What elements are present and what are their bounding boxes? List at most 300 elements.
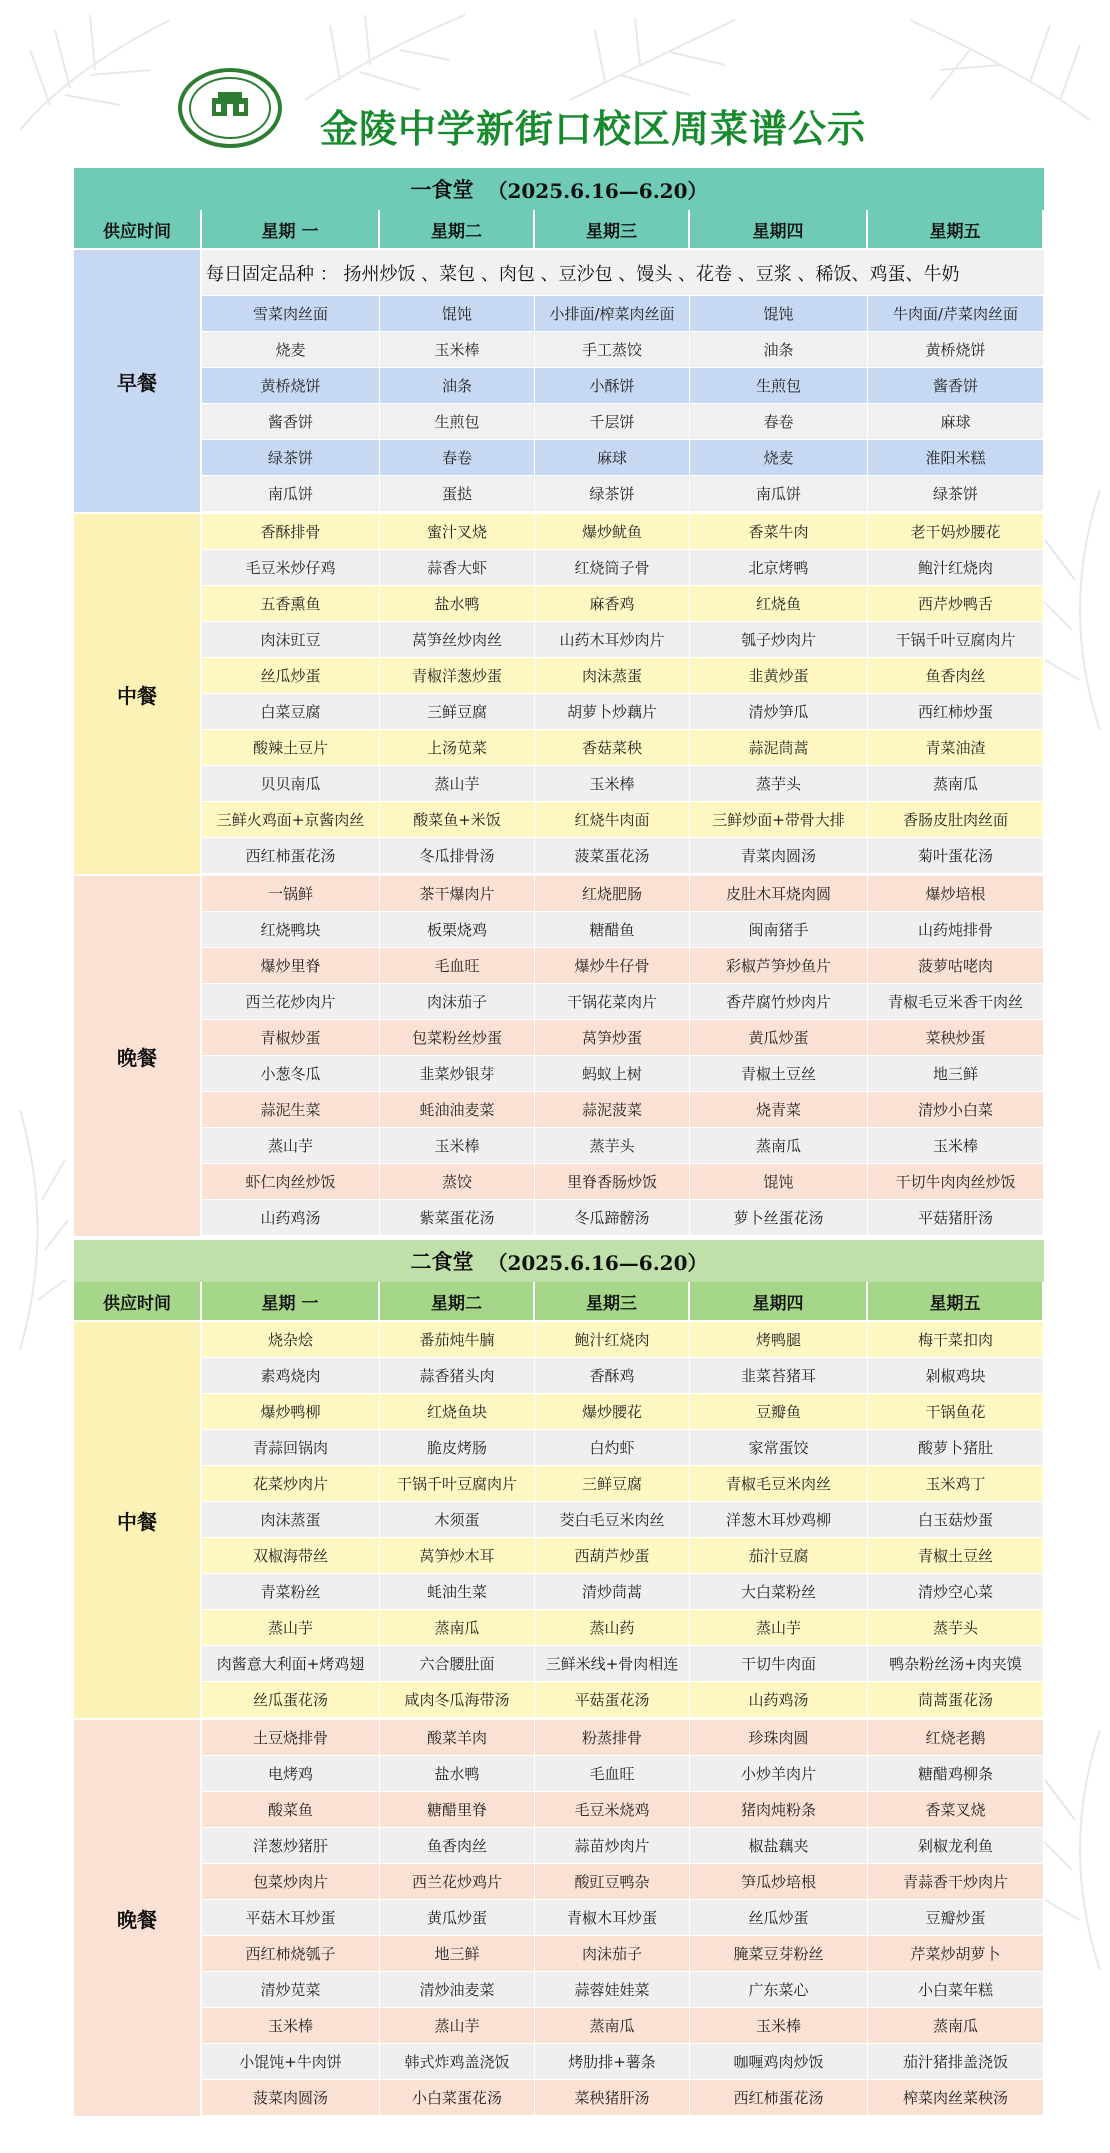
menu-row <box>202 2044 1044 2080</box>
dish-cell: 爆炒培根 <box>868 876 1044 911</box>
dish-cell: 烧杂烩 <box>202 1322 380 1357</box>
dish-cell: 西红柿炒蛋 <box>868 694 1044 729</box>
canteen-dates: （2025.6.16—6.20） <box>487 1250 708 1275</box>
dish-cell: 白玉菇炒蛋 <box>868 1502 1044 1537</box>
dish-cell: 小白菜年糕 <box>868 1972 1044 2007</box>
dish-cell: 地三鲜 <box>380 1936 535 1971</box>
menu-row <box>202 1610 1044 1646</box>
dish-cell: 生煎包 <box>690 368 868 403</box>
dish-cell: 青蒜回锅肉 <box>202 1430 380 1465</box>
dish-cell: 肉沫茄子 <box>380 984 535 1019</box>
dish-cell: 爆炒牛仔骨 <box>535 948 690 983</box>
dish-cell: 毛豆米炒仔鸡 <box>202 550 380 585</box>
menu-row <box>202 1720 1044 1756</box>
dish-cell: 腌菜豆芽粉丝 <box>690 1936 868 1971</box>
dish-cell: 蒸南瓜 <box>868 2008 1044 2043</box>
header-cell: 星期二 <box>380 1282 535 1320</box>
menu-row <box>202 404 1044 440</box>
dish-cell: 爆炒腰花 <box>535 1394 690 1429</box>
dish-cell: 山药鸡汤 <box>202 1200 380 1235</box>
dish-cell: 剁椒龙利鱼 <box>868 1828 1044 1863</box>
dish-cell: 牛肉面/芹菜肉丝面 <box>868 296 1044 331</box>
dish-cell: 梅干菜扣肉 <box>868 1322 1044 1357</box>
dish-cell: 土豆烧排骨 <box>202 1720 380 1755</box>
dish-cell: 青菜肉圆汤 <box>690 838 868 873</box>
dish-cell: 蒸芋头 <box>535 1128 690 1163</box>
dish-cell: 笋瓜炒培根 <box>690 1864 868 1899</box>
menu-row <box>202 1828 1044 1864</box>
dish-cell: 蒸南瓜 <box>380 1610 535 1645</box>
menu-row <box>202 658 1044 694</box>
dish-cell: 韭菜苔猪耳 <box>690 1358 868 1393</box>
dish-cell: 清炒小白菜 <box>868 1092 1044 1127</box>
dish-cell: 蒜泥茼蒿 <box>690 730 868 765</box>
dish-cell: 麻球 <box>868 404 1044 439</box>
meal-section-lunch <box>74 512 1044 874</box>
menu-row <box>202 1574 1044 1610</box>
palm-leaf-decoration <box>1040 1720 1110 1980</box>
dish-cell: 冬瓜蹄髈汤 <box>535 1200 690 1235</box>
dish-cell: 小葱冬瓜 <box>202 1056 380 1091</box>
canteen-banner <box>74 1240 1044 1282</box>
dish-cell: 菠萝咕咾肉 <box>868 948 1044 983</box>
dish-cell: 烤鸭腿 <box>690 1322 868 1357</box>
dish-cell: 红烧筒子骨 <box>535 550 690 585</box>
dish-cell: 洋葱炒猪肝 <box>202 1828 380 1863</box>
canteen-2-table <box>74 1240 1044 2116</box>
dish-cell: 青椒土豆丝 <box>868 1538 1044 1573</box>
header-cell: 星期 一 <box>202 1282 380 1320</box>
dish-cell: 素鸡烧肉 <box>202 1358 380 1393</box>
dish-cell: 蒸芋头 <box>868 1610 1044 1645</box>
dish-cell: 酸辣土豆片 <box>202 730 380 765</box>
dish-cell: 西红柿蛋花汤 <box>690 2080 868 2115</box>
dish-cell: 西兰花炒肉片 <box>202 984 380 1019</box>
canteen-name: 一食堂 <box>410 178 474 202</box>
dish-cell: 咸肉冬瓜海带汤 <box>380 1682 535 1717</box>
dish-cell: 青椒土豆丝 <box>690 1056 868 1091</box>
dish-cell: 香菜叉烧 <box>868 1792 1044 1827</box>
dish-cell: 干锅鱼花 <box>868 1394 1044 1429</box>
menu-row <box>202 368 1044 404</box>
dish-cell: 红烧牛肉面 <box>535 802 690 837</box>
dish-cell: 西葫芦炒蛋 <box>535 1538 690 1573</box>
dish-cell: 清炒空心菜 <box>868 1574 1044 1609</box>
dish-cell: 手工蒸饺 <box>535 332 690 367</box>
dish-cell: 酸菜羊肉 <box>380 1720 535 1755</box>
dish-cell: 雪菜肉丝面 <box>202 296 380 331</box>
menu-row <box>202 1900 1044 1936</box>
dish-cell: 六合腰肚面 <box>380 1646 535 1681</box>
dish-cell: 南瓜饼 <box>690 476 868 511</box>
menu-row <box>202 1936 1044 1972</box>
dish-cell: 糖醋里脊 <box>380 1792 535 1827</box>
menu-row <box>202 1394 1044 1430</box>
dish-cell: 香菜牛肉 <box>690 514 868 549</box>
dish-cell: 洋葱木耳炒鸡柳 <box>690 1502 868 1537</box>
dish-cell: 番茄炖牛腩 <box>380 1322 535 1357</box>
menu-row <box>202 1466 1044 1502</box>
menu-row <box>202 1864 1044 1900</box>
dish-cell: 烧麦 <box>202 332 380 367</box>
dish-cell: 玉米鸡丁 <box>868 1466 1044 1501</box>
menu-row <box>202 912 1044 948</box>
meal-section-dinner <box>74 874 1044 1236</box>
dish-cell: 油条 <box>380 368 535 403</box>
dish-cell: 蚝油油麦菜 <box>380 1092 535 1127</box>
dish-cell: 平菇蛋花汤 <box>535 1682 690 1717</box>
palm-leaf-decoration <box>10 1100 70 1360</box>
dish-cell: 丝瓜蛋花汤 <box>202 1682 380 1717</box>
menu-row <box>202 622 1044 658</box>
dish-cell: 地三鲜 <box>868 1056 1044 1091</box>
dish-cell: 黄桥烧饼 <box>202 368 380 403</box>
dish-cell: 彩椒芦笋炒鱼片 <box>690 948 868 983</box>
dish-cell: 板栗烧鸡 <box>380 912 535 947</box>
dish-cell: 黄瓜炒蛋 <box>380 1900 535 1935</box>
dish-cell: 丝瓜炒蛋 <box>202 658 380 693</box>
dish-cell: 茶干爆肉片 <box>380 876 535 911</box>
meal-label: 晚餐 <box>74 1720 202 2116</box>
dish-cell: 白菜豆腐 <box>202 694 380 729</box>
dish-cell: 蒸山芋 <box>690 1610 868 1645</box>
dish-cell: 鱼香肉丝 <box>380 1828 535 1863</box>
dish-cell: 干切牛肉肉丝炒饭 <box>868 1164 1044 1199</box>
dish-cell: 青椒毛豆米香干肉丝 <box>868 984 1044 1019</box>
dish-cell: 广东菜心 <box>690 1972 868 2007</box>
dish-cell: 小酥饼 <box>535 368 690 403</box>
dish-cell: 玉米棒 <box>380 1128 535 1163</box>
dish-cell: 蛋挞 <box>380 476 535 511</box>
dish-cell: 盐水鸭 <box>380 586 535 621</box>
dish-cell: 馄饨 <box>690 1164 868 1199</box>
dish-cell: 青菜粉丝 <box>202 1574 380 1609</box>
dish-cell: 青椒毛豆米肉丝 <box>690 1466 868 1501</box>
dish-cell: 春卷 <box>690 404 868 439</box>
dish-cell: 西红柿烧瓠子 <box>202 1936 380 1971</box>
dish-cell: 紫菜蛋花汤 <box>380 1200 535 1235</box>
dish-cell: 西红柿蛋花汤 <box>202 838 380 873</box>
dish-cell: 包菜粉丝炒蛋 <box>380 1020 535 1055</box>
dish-cell: 茼蒿蛋花汤 <box>868 1682 1044 1717</box>
menu-row <box>202 694 1044 730</box>
menu-row <box>202 1358 1044 1394</box>
dish-cell: 爆炒鱿鱼 <box>535 514 690 549</box>
dish-cell: 清炒茼蒿 <box>535 1574 690 1609</box>
dish-cell: 脆皮烤肠 <box>380 1430 535 1465</box>
dish-cell: 香芹腐竹炒肉片 <box>690 984 868 1019</box>
dish-cell: 韩式炸鸡盖浇饭 <box>380 2044 535 2079</box>
menu-row <box>202 838 1044 874</box>
dish-cell: 老干妈炒腰花 <box>868 514 1044 549</box>
canteen-banner <box>74 168 1044 210</box>
dish-cell: 三鲜豆腐 <box>535 1466 690 1501</box>
dish-cell: 菠菜蛋花汤 <box>535 838 690 873</box>
dish-cell: 酸萝卜猪肚 <box>868 1430 1044 1465</box>
dish-cell: 西芹炒鸭舌 <box>868 586 1044 621</box>
dish-cell: 猪肉炖粉条 <box>690 1792 868 1827</box>
menu-row <box>202 1322 1044 1358</box>
page-title: 金陵中学新街口校区周菜谱公示 <box>320 107 867 151</box>
dish-cell: 清炒油麦菜 <box>380 1972 535 2007</box>
dish-cell: 咖喱鸡肉炒饭 <box>690 2044 868 2079</box>
dish-cell: 绿茶饼 <box>868 476 1044 511</box>
dish-cell: 酸菜鱼 <box>202 1792 380 1827</box>
school-emblem-icon <box>182 72 278 144</box>
menu-row <box>202 876 1044 912</box>
dish-cell: 青蒜香干炒肉片 <box>868 1864 1044 1899</box>
dish-cell: 玉米棒 <box>535 766 690 801</box>
menu-row <box>202 1538 1044 1574</box>
dish-cell: 珍珠肉圆 <box>690 1720 868 1755</box>
dish-cell: 红烧老鹅 <box>868 1720 1044 1755</box>
dish-cell: 莴笋炒木耳 <box>380 1538 535 1573</box>
dish-cell: 菊叶蛋花汤 <box>868 838 1044 873</box>
dish-cell: 鲍汁红烧肉 <box>868 550 1044 585</box>
dish-cell: 北京烤鸭 <box>690 550 868 585</box>
canteen-1-table <box>74 168 1044 1236</box>
menu-row <box>202 1646 1044 1682</box>
menu-row <box>202 802 1044 838</box>
dish-cell: 千层饼 <box>535 404 690 439</box>
dish-cell: 蒸山芋 <box>380 766 535 801</box>
dish-cell: 小白菜蛋花汤 <box>380 2080 535 2115</box>
dish-cell: 三鲜火鸡面+京酱肉丝 <box>202 802 380 837</box>
dish-cell: 山药木耳炒肉片 <box>535 622 690 657</box>
dish-cell: 春卷 <box>380 440 535 475</box>
dish-cell: 茭白毛豆米肉丝 <box>535 1502 690 1537</box>
menu-row <box>202 440 1044 476</box>
dish-cell: 蒸芋头 <box>690 766 868 801</box>
dish-cell: 萝卜丝蛋花汤 <box>690 1200 868 1235</box>
menu-row <box>202 1020 1044 1056</box>
dish-cell: 毛豆米烧鸡 <box>535 1792 690 1827</box>
dish-cell: 蒸山药 <box>535 1610 690 1645</box>
dish-cell: 莴笋炒蛋 <box>535 1020 690 1055</box>
header-cell: 星期四 <box>690 210 868 248</box>
dish-cell: 红烧肥肠 <box>535 876 690 911</box>
dish-cell: 毛血旺 <box>535 1756 690 1791</box>
menu-row <box>202 1972 1044 2008</box>
dish-cell: 蒸饺 <box>380 1164 535 1199</box>
header-cell: 供应时间 <box>74 1282 202 1320</box>
dish-cell: 平菇木耳炒蛋 <box>202 1900 380 1935</box>
dish-cell: 蒜蓉娃娃菜 <box>535 1972 690 2007</box>
dish-cell: 玉米棒 <box>868 1128 1044 1163</box>
meal-label: 早餐 <box>74 250 202 512</box>
dish-cell: 馄饨 <box>690 296 868 331</box>
menu-row <box>202 730 1044 766</box>
dish-cell: 麻香鸡 <box>535 586 690 621</box>
header-cell: 星期二 <box>380 210 535 248</box>
dish-cell: 烧青菜 <box>690 1092 868 1127</box>
dish-cell: 大白菜粉丝 <box>690 1574 868 1609</box>
dish-cell: 三鲜豆腐 <box>380 694 535 729</box>
dish-cell: 白灼虾 <box>535 1430 690 1465</box>
dish-cell: 酸豇豆鸭杂 <box>535 1864 690 1899</box>
dish-cell: 糖醋鱼 <box>535 912 690 947</box>
dish-cell: 皮肚木耳烧肉圆 <box>690 876 868 911</box>
dish-cell: 香酥鸡 <box>535 1358 690 1393</box>
fixed-items-row: 每日固定品种 ： 扬州炒饭 、菜包 、肉包 、豆沙包 、馒头 、花卷 、豆浆 、稀饭、鸡蛋、牛奶 <box>202 250 1044 296</box>
menu-row <box>202 1502 1044 1538</box>
menu-row <box>202 1092 1044 1128</box>
dish-cell: 双椒海带丝 <box>202 1538 380 1573</box>
dish-cell: 蒜泥生菜 <box>202 1092 380 1127</box>
weekday-header-row <box>74 210 1044 248</box>
dish-cell: 玉米棒 <box>380 332 535 367</box>
dish-cell: 小炒羊肉片 <box>690 1756 868 1791</box>
dish-cell: 五香熏鱼 <box>202 586 380 621</box>
dish-cell: 干锅花菜肉片 <box>535 984 690 1019</box>
dish-cell: 肉沫茄子 <box>535 1936 690 1971</box>
dish-cell: 肉沫蒸蛋 <box>202 1502 380 1537</box>
dish-cell: 清炒笋瓜 <box>690 694 868 729</box>
meal-label: 中餐 <box>74 514 202 874</box>
meal-section-dinner <box>74 1718 1044 2116</box>
dish-cell: 三鲜米线+骨肉相连 <box>535 1646 690 1681</box>
dish-cell: 爆炒里脊 <box>202 948 380 983</box>
menu-row <box>202 1682 1044 1718</box>
dish-cell: 小馄饨+牛肉饼 <box>202 2044 380 2079</box>
dish-cell: 干切牛肉面 <box>690 1646 868 1681</box>
dish-cell: 椒盐藕夹 <box>690 1828 868 1863</box>
dish-cell: 蜜汁叉烧 <box>380 514 535 549</box>
dish-cell: 干锅千叶豆腐肉片 <box>868 622 1044 657</box>
menu-row <box>202 586 1044 622</box>
meal-rows <box>202 250 1044 512</box>
dish-cell: 青椒炒蛋 <box>202 1020 380 1055</box>
dish-cell: 玉米棒 <box>690 2008 868 2043</box>
dish-cell: 油条 <box>690 332 868 367</box>
meal-section-lunch <box>74 1320 1044 1718</box>
dish-cell: 烤肋排+薯条 <box>535 2044 690 2079</box>
dish-cell: 韭黄炒蛋 <box>690 658 868 693</box>
dish-cell: 里脊香肠炒饭 <box>535 1164 690 1199</box>
dish-cell: 贝贝南瓜 <box>202 766 380 801</box>
dish-cell: 南瓜饼 <box>202 476 380 511</box>
weekday-header-row <box>74 1282 1044 1320</box>
dish-cell: 青菜油渣 <box>868 730 1044 765</box>
meal-label: 晚餐 <box>74 876 202 1236</box>
header-cell: 星期四 <box>690 1282 868 1320</box>
dish-cell: 虾仁肉丝炒饭 <box>202 1164 380 1199</box>
dish-cell: 鸭杂粉丝汤+肉夹馍 <box>868 1646 1044 1681</box>
dish-cell: 鱼香肉丝 <box>868 658 1044 693</box>
menu-row <box>202 766 1044 802</box>
header-cell: 星期三 <box>535 1282 690 1320</box>
dish-cell: 豆瓣炒蛋 <box>868 1900 1044 1935</box>
dish-cell: 榨菜肉丝菜秧汤 <box>868 2080 1044 2115</box>
menu-row <box>202 514 1044 550</box>
dish-cell: 毛血旺 <box>380 948 535 983</box>
dish-cell: 酸菜鱼+米饭 <box>380 802 535 837</box>
dish-cell: 上汤苋菜 <box>380 730 535 765</box>
dish-cell: 麻球 <box>535 440 690 475</box>
dish-cell: 蒸山芋 <box>202 1610 380 1645</box>
dish-cell: 绿茶饼 <box>202 440 380 475</box>
menu-row <box>202 984 1044 1020</box>
menu-row <box>202 476 1044 512</box>
dish-cell: 蒸南瓜 <box>535 2008 690 2043</box>
meal-section-breakfast <box>74 248 1044 512</box>
dish-cell: 鲍汁红烧肉 <box>535 1322 690 1357</box>
dish-cell: 糖醋鸡柳条 <box>868 1756 1044 1791</box>
dish-cell: 丝瓜炒蛋 <box>690 1900 868 1935</box>
header-cell: 供应时间 <box>74 210 202 248</box>
dish-cell: 香酥排骨 <box>202 514 380 549</box>
dish-cell: 韭菜炒银芽 <box>380 1056 535 1091</box>
dish-cell: 红烧鸭块 <box>202 912 380 947</box>
menu-row <box>202 550 1044 586</box>
menu-row <box>202 1164 1044 1200</box>
dish-cell: 包菜炒肉片 <box>202 1864 380 1899</box>
dish-cell: 清炒苋菜 <box>202 1972 380 2007</box>
dish-cell: 西兰花炒鸡片 <box>380 1864 535 1899</box>
dish-cell: 花菜炒肉片 <box>202 1466 380 1501</box>
dish-cell: 蒸山芋 <box>380 2008 535 2043</box>
menu-row <box>202 1056 1044 1092</box>
dish-cell: 粉蒸排骨 <box>535 1720 690 1755</box>
dish-cell: 蒜香猪头肉 <box>380 1358 535 1393</box>
dish-cell: 肉沫蒸蛋 <box>535 658 690 693</box>
menu-row <box>202 332 1044 368</box>
meal-rows <box>202 514 1044 874</box>
menu-row <box>202 1200 1044 1236</box>
dish-cell: 红烧鱼块 <box>380 1394 535 1429</box>
dish-cell: 肉酱意大利面+烤鸡翅 <box>202 1646 380 1681</box>
dish-cell: 家常蛋饺 <box>690 1430 868 1465</box>
dish-cell: 爆炒鸭柳 <box>202 1394 380 1429</box>
dish-cell: 蒜泥菠菜 <box>535 1092 690 1127</box>
dish-cell: 茄汁豆腐 <box>690 1538 868 1573</box>
dish-cell: 小排面/榨菜肉丝面 <box>535 296 690 331</box>
dish-cell: 肉沫豇豆 <box>202 622 380 657</box>
dish-cell: 蒜苗炒肉片 <box>535 1828 690 1863</box>
dish-cell: 冬瓜排骨汤 <box>380 838 535 873</box>
meal-label: 中餐 <box>74 1322 202 1718</box>
dish-cell: 蒸南瓜 <box>690 1128 868 1163</box>
menu-row <box>202 296 1044 332</box>
dish-cell: 酱香饼 <box>868 368 1044 403</box>
dish-cell: 红烧鱼 <box>690 586 868 621</box>
dish-cell: 酱香饼 <box>202 404 380 439</box>
dish-cell: 蒜香大虾 <box>380 550 535 585</box>
dish-cell: 豆瓣鱼 <box>690 1394 868 1429</box>
dish-cell: 莴笋丝炒肉丝 <box>380 622 535 657</box>
dish-cell: 茄汁猪排盖浇饭 <box>868 2044 1044 2079</box>
header-cell: 星期三 <box>535 210 690 248</box>
menu-row <box>202 2080 1044 2116</box>
dish-cell: 一锅鲜 <box>202 876 380 911</box>
dish-cell: 胡萝卜炒藕片 <box>535 694 690 729</box>
dish-cell: 黄桥烧饼 <box>868 332 1044 367</box>
menu-row <box>202 1430 1044 1466</box>
page-header <box>0 0 1110 165</box>
dish-cell: 黄瓜炒蛋 <box>690 1020 868 1055</box>
dish-cell: 菠菜肉圆汤 <box>202 2080 380 2115</box>
dish-cell: 玉米棒 <box>202 2008 380 2043</box>
meal-rows <box>202 1720 1044 2116</box>
dish-cell: 盐水鸭 <box>380 1756 535 1791</box>
header-cell: 星期五 <box>868 1282 1044 1320</box>
dish-cell: 绿茶饼 <box>535 476 690 511</box>
dish-cell: 蒸山芋 <box>202 1128 380 1163</box>
dish-cell: 生煎包 <box>380 404 535 439</box>
dish-cell: 干锅千叶豆腐肉片 <box>380 1466 535 1501</box>
dish-cell: 菜秧炒蛋 <box>868 1020 1044 1055</box>
header-cell: 星期 一 <box>202 210 380 248</box>
